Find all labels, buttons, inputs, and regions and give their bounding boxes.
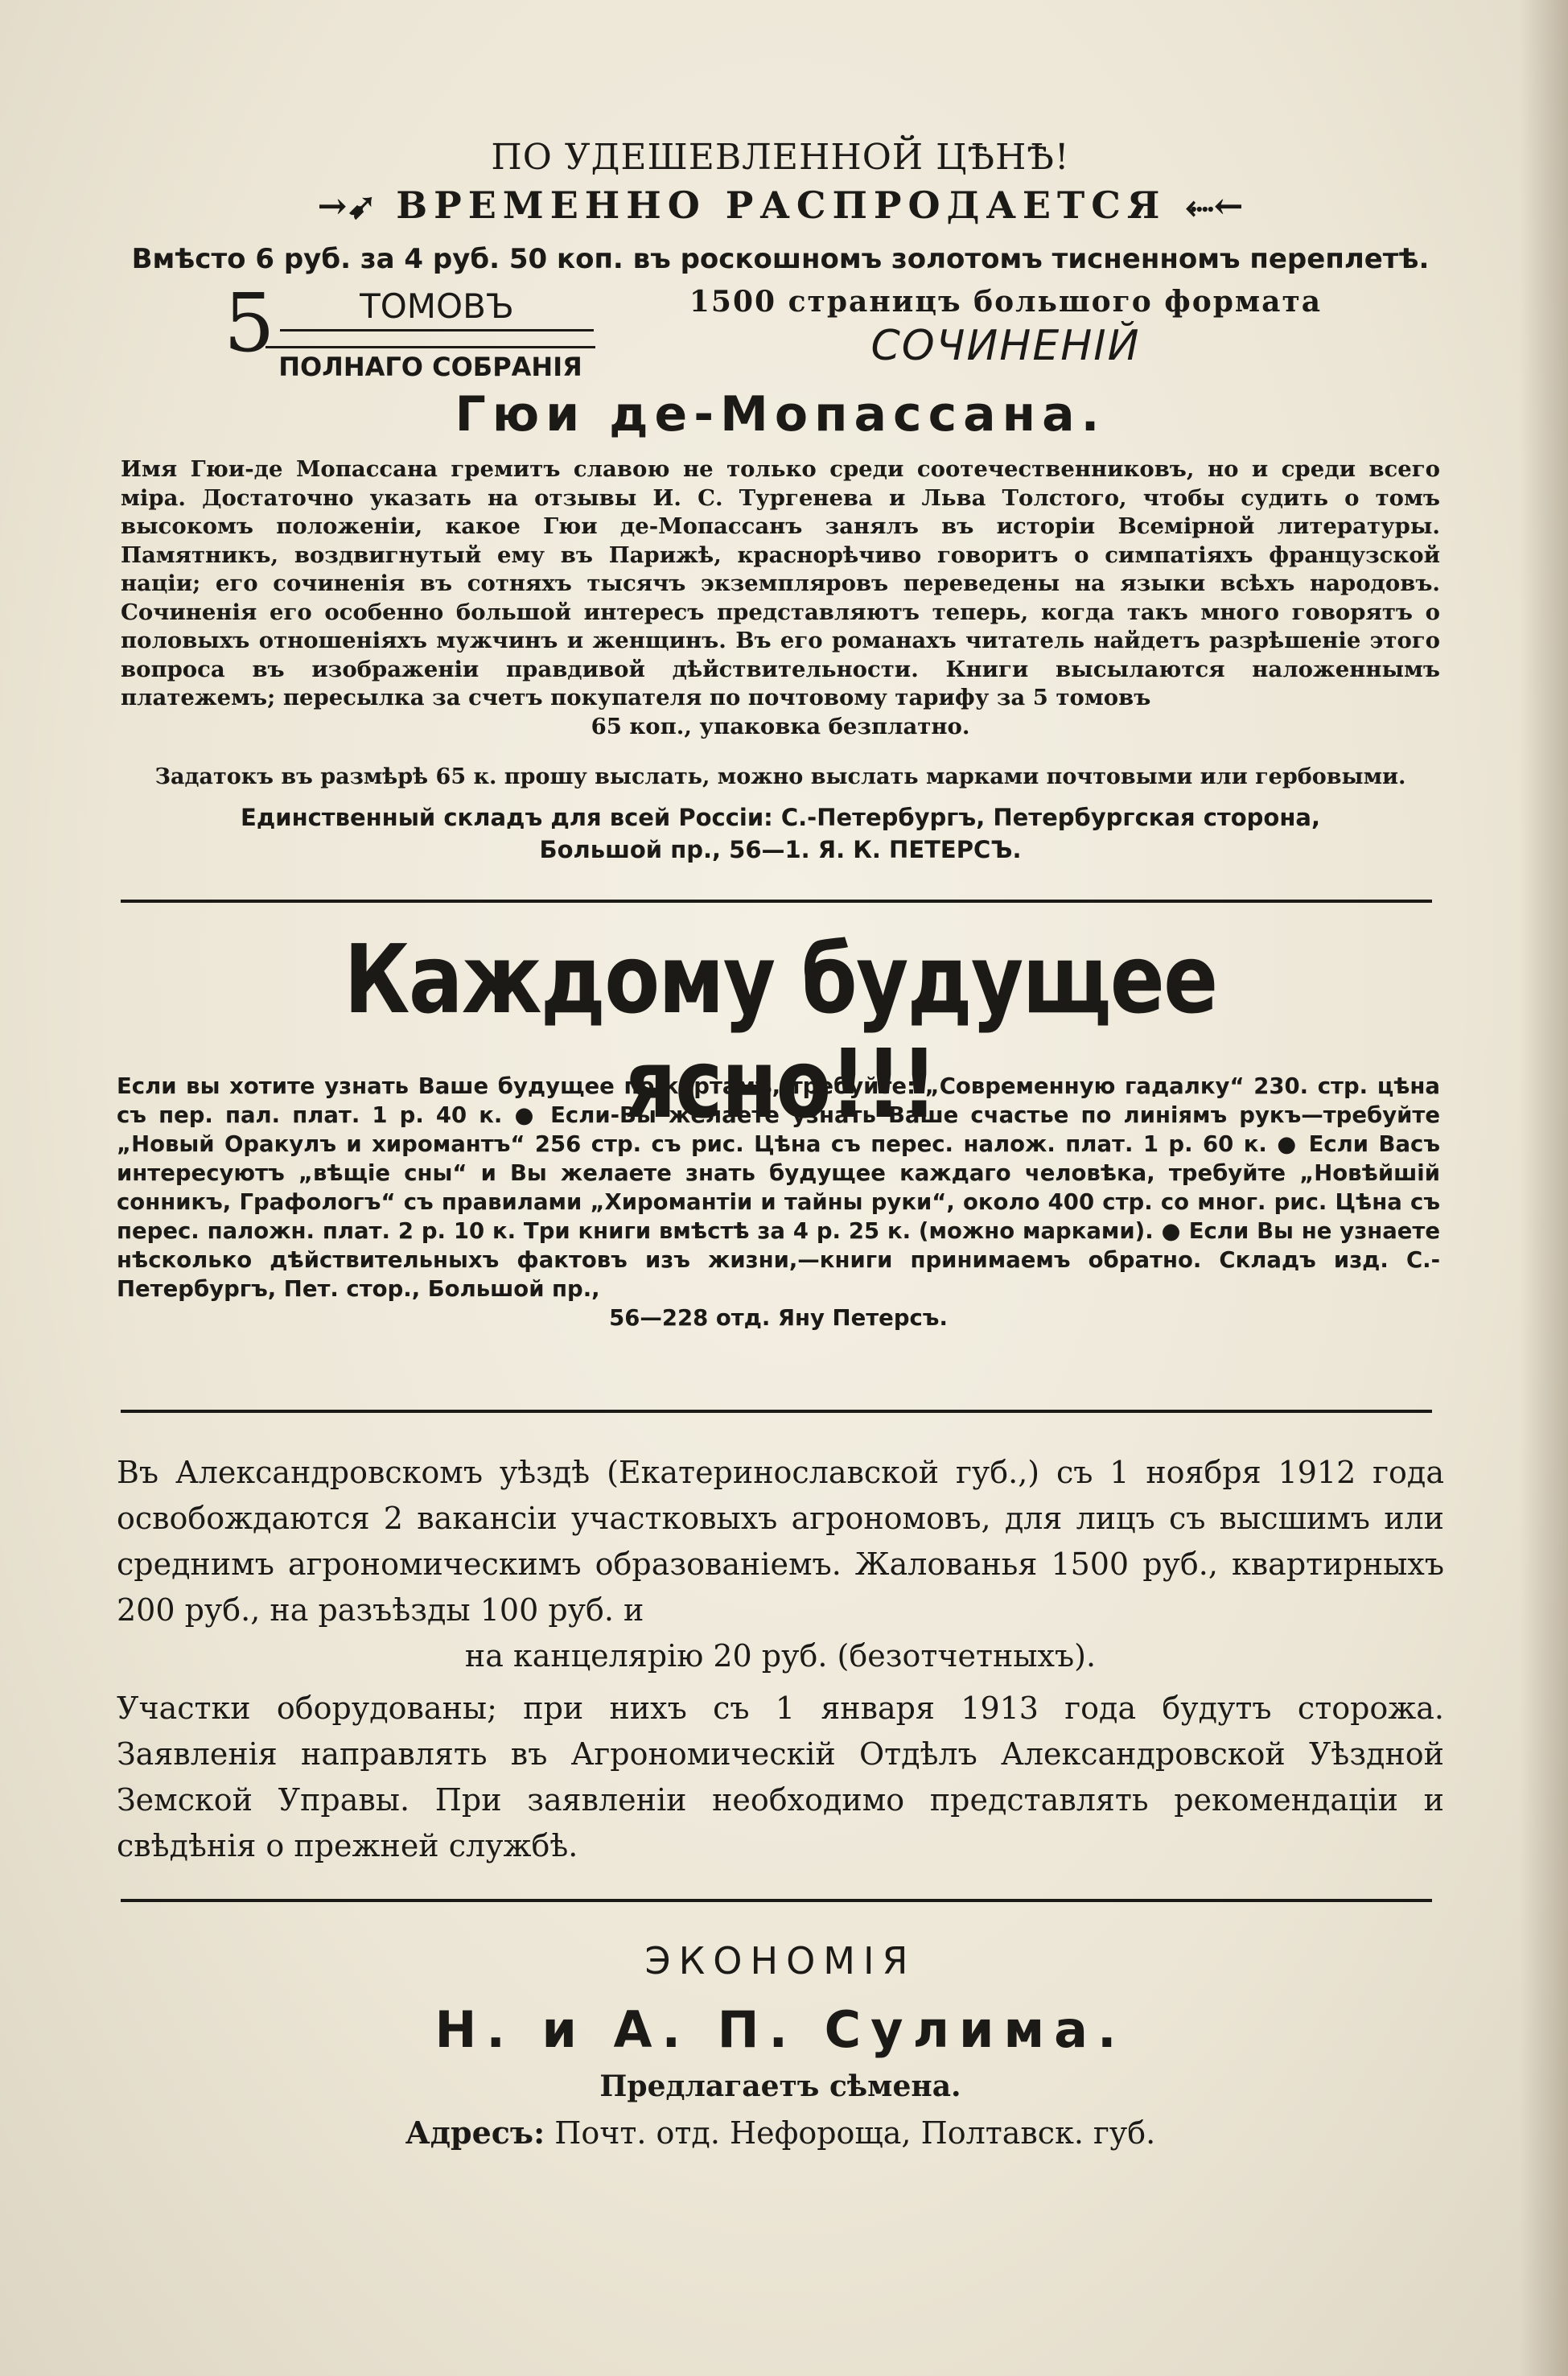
price-offer: Вмѣсто 6 руб. за 4 руб. 50 коп. въ роскошномъ золотомъ тисненномъ переплетѣ.	[131, 243, 1430, 275]
agronomy-paragraph-1: Въ Александровскомъ уѣздѣ (Екатеринославской губ.,) съ 1 ноября 1912 года освобождаются 2 вакансіи участковыхъ агрономовъ, для лицъ съ высшимъ или среднимъ агрономическимъ образованіемъ. Жалованья 1500 руб., квартирныхъ 200 руб., на разъѣзды 100 руб. и	[117, 1455, 1444, 1628]
store-line-1: Единственный складъ для всей Россіи: С.-Петербургъ, Петербургская сторона,	[241, 804, 1320, 831]
arrow-left-icon: ⬸←	[1185, 186, 1244, 227]
economy-address	[113, 2115, 1448, 2151]
future-last-line: 56—228 отд. Яну Петерсъ.	[609, 1305, 948, 1331]
future-text: Если вы хотите узнать Ваше будущее по картамъ, требуйте: „Современную гадалку“ 230. стр. цѣна съ пер. пал. плат. 1 р. 40 к. ● Если-Вы желаете узнать Ваше счастье по линіямъ рукъ—требуйте „Новый Оракулъ и хиромантъ“ 256 стр. съ рис. Цѣна съ перес. налож. плат. 1 р. 60 к. ● Если Васъ интересуютъ „вѣщіе сны“ и Вы желаете знать будущее каждаго человѣка, требуйте „Новѣйшій сонникъ, Графологъ“ съ правилами „Хиромантіи и тайны руки“, около 400 стр. со мног. рис. Цѣна съ перес. паложн. плат. 2 р. 10 к. Три книги вмѣстѣ за 4 р. 25 к. (можно марками). ● Если Вы не узнаете нѣсколько дѣйствительныхъ фактовъ изъ жизни,—книги принимаемъ обратно. Складъ изд. С.-Петербургъ, Пет. стор., Большой пр.,	[117, 1073, 1440, 1302]
deposit-note: Задатокъ въ размѣрѣ 65 к. прошу выслать, можно выслать марками почтовыми или гербовыми.	[154, 764, 1406, 789]
agronomy-notice	[117, 1450, 1444, 1869]
volume-word: ТОМОВЪ	[280, 286, 594, 331]
volume-count: 5	[224, 276, 275, 370]
future-headline: Каждому будущее ясно!!!	[344, 924, 1217, 1139]
economy-owner-name: Н. и А. П. Сулима.	[434, 2000, 1126, 2059]
maupassant-description	[121, 455, 1440, 741]
store-address	[121, 801, 1440, 866]
divider-2	[121, 1410, 1432, 1413]
agronomy-paragraph-2: Участки оборудованы; при нихъ съ 1 января 1913 года будутъ сторожа. Заявленія направлять въ Агрономическій Отдѣлъ Александровской Уѣздной Земской Управы. При заявленіи необходимо представлять рекомендаціи и свѣдѣнія о прежней службѣ.	[117, 1690, 1444, 1863]
address-value: Почт. отд. Нефороща, Полтавск. губ.	[554, 2115, 1156, 2151]
description-last-line: 65 коп., упаковка безплатно.	[591, 713, 970, 739]
economy-heading: ЭКОНОМІЯ	[644, 1939, 916, 1983]
divider-1	[121, 900, 1432, 903]
works-label: СОЧИНЕНІЙ	[870, 322, 1141, 370]
store-line-2: Большой пр., 56—1. Я. К. ПЕТЕРСЪ.	[539, 836, 1022, 863]
arrow-right-icon: →➹	[317, 186, 377, 227]
sale-price-line: ПО УДЕШЕВЛЕННОЙ ЦѢНѢ!	[491, 137, 1070, 178]
description-text: Имя Гюи-де Мопассана гремитъ славою не только среди соотечественниковъ, но и среди всего міра. Достаточно указать на отзывы И. С. Тургенева и Льва Толстого, чтобы судить о томъ высокомъ положеніи, какое Гюи де-Мопассанъ занялъ въ исторіи Всемірной литературы. Памятникъ, воздвигнутый ему въ Парижѣ, краснорѣчиво говоритъ о симпатіяхъ французской націи; его сочиненія въ сотняхъ тысячъ экземпляровъ переведены на языки всѣхъ народовъ. Сочиненія его особенно большой интересъ представляютъ теперь, когда такъ много говорятъ о половыхъ отношеніяхъ мужчинъ и женщинъ. Въ его романахъ читатель найдетъ разрѣшеніе этого вопроса въ изображеніи правдивой дѣйствительности. Книги высылаются наложеннымъ платежемъ; пересылка за счетъ покупателя по почтовому тарифу за 5 томовъ	[121, 456, 1440, 710]
page-edge-shadow	[1520, 0, 1568, 2376]
author-name: Гюи де-Мопассана.	[455, 386, 1106, 443]
agronomy-paragraph-1-last: на канцелярію 20 руб. (безотчетныхъ).	[464, 1638, 1097, 1674]
economy-offer: Предлагаетъ сѣмена.	[599, 2069, 961, 2103]
sale-heading	[113, 183, 1448, 227]
future-description	[117, 1072, 1440, 1332]
divider-3	[121, 1899, 1432, 1902]
address-label: Адресъ:	[405, 2115, 545, 2151]
page-count: 1500 страницъ большого формата	[689, 285, 1323, 319]
full-collection-label: ПОЛНАГО СОБРАНІЯ	[265, 346, 595, 382]
sale-heading-text: ВРЕМЕННО РАСПРОДАЕТСЯ	[396, 183, 1167, 227]
